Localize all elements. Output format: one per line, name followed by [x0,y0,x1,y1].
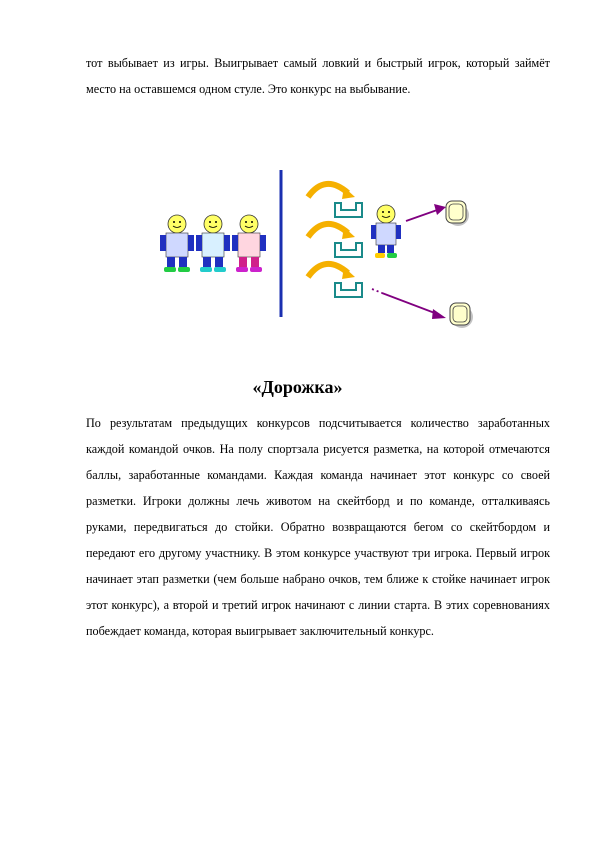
running-child-figure [371,205,401,258]
stool-1 [446,201,469,226]
curved-arrow-1 [308,184,355,199]
game-illustration [150,165,500,345]
child-figure-3 [232,215,266,272]
chair-outline-2 [335,243,362,257]
chair-outline-1 [335,203,362,217]
section-body-paragraph: По результатам предыдущих конкурсов подсчитывается количество заработанных каждой командой очков. На полу спортзала рисуется разметка, на которой отмечаются баллы, заработанные командами. Каждая команда начинает этот конкурс со своей разметки. Игроки должны лечь животом на скейтборд и по команде, отталкиваясь руками, передвигаться до стойки. Обратно возвращаются бегом со скейтбордом и передают его другому участнику. В этом конкурсе участвуют три игрока. Первый игрок начинает этап разметки (чем больше набрано очков, тем ближе к стойке начинает игрок этот конкурс), а второй и третий игрок начинают с линии старта. В этих соревнованиях побеждает команда, которая выигрывает заключительный конкурс. [86,416,550,638]
arrow-to-stool-2 [372,289,446,319]
child-figure-2 [196,215,230,272]
curved-arrow-2 [308,224,355,239]
stool-2 [450,303,473,328]
chair-outline-3 [335,283,362,297]
section-title: «Дорожка» [252,377,343,397]
arrow-to-stool-1 [406,204,446,221]
curved-arrow-3 [308,264,355,279]
intro-paragraph: тот выбывает из игры. Выигрывает самый ловкий и быстрый игрок, который займёт место на оставшемся одном стуле. Это конкурс на выбывание. [86,56,550,96]
child-figure-1 [160,215,194,272]
